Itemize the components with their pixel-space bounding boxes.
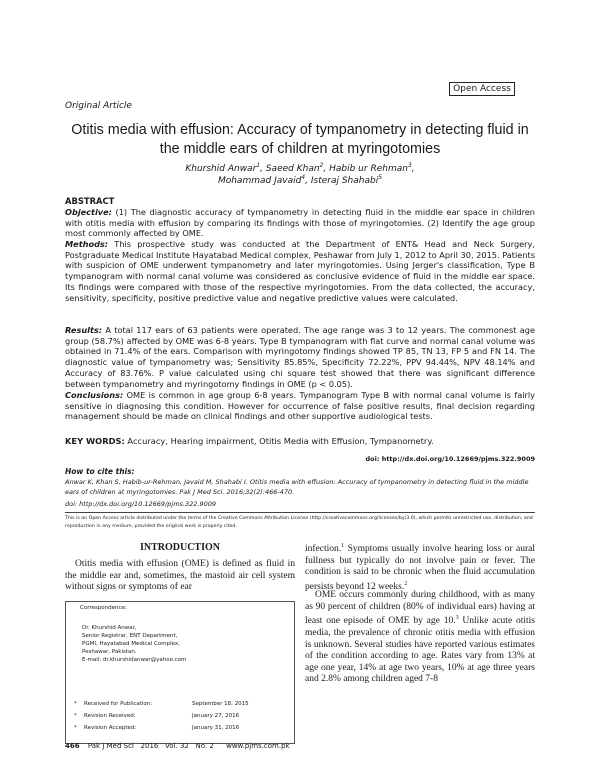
author-separator: , — [323, 164, 330, 174]
correspondence-line: Senior Registrar, ENT Department, — [82, 633, 178, 639]
bullet-mark: * — [74, 713, 77, 719]
introduction-heading: INTRODUCTION — [139, 542, 220, 553]
journal-info: Pak J Med Sci 2016 Vol. 32 No. 2 — [87, 742, 214, 750]
license-notice: This is an Open Access article distributed under the terms of the Creative Commons Attribution License (http://creativecommons.org/licenses/by/3.0), which permits unrestricted use, distribution, and reproduction in any medium, provided the original work is properly cited. — [65, 516, 533, 529]
objective-text: (1) The diagnostic accuracy of tympanometry in detecting fluid in the middle ear space in children with otitis media with effusion by comparing its findings with those of myringotomies. (2) Identify the age group most commonly affected by OME. — [65, 207, 535, 239]
correspondence-email: E-mail: dr.khurshidanwar@yahoo.com — [82, 657, 187, 663]
author-name: Habib ur Rehman — [329, 164, 408, 174]
date-value: January 31, 2016 — [192, 725, 240, 731]
page-footer — [65, 742, 290, 750]
abstract-methods — [65, 239, 535, 303]
author-affiliation-number: 3 — [407, 162, 412, 169]
author-name: Saeed Khan — [265, 164, 320, 174]
article-type-label: Original Article — [65, 101, 132, 111]
citation-doi-link[interactable]: doi: http://dx.doi.org/10.12669/pjms.322.9009 — [65, 500, 216, 508]
abstract-results — [65, 325, 535, 389]
introduction-paragraph-left: Otitis media with effusion (OME) is defined as fluid in the middle ear and, sometimes, the mastoid air cell system without signs or symptoms of ear — [65, 559, 295, 593]
author-affiliation-number: 1 — [256, 162, 261, 169]
doi-link[interactable]: doi: http://dx.doi.org/10.12669/pjms.322.9009 — [365, 455, 535, 463]
reference-number: 3 — [455, 615, 459, 622]
keywords — [65, 436, 434, 446]
author-affiliation-number: 4 — [301, 174, 306, 181]
correspondence-line: Dr. Khurshid Anwar, — [82, 625, 137, 631]
conclusions-label: Conclusions: — [65, 390, 124, 400]
open-access-badge: Open Access — [449, 82, 515, 96]
date-value: January 27, 2016 — [192, 713, 240, 719]
submission-dates — [74, 698, 286, 734]
date-row-received — [74, 698, 286, 710]
paper-title: Otitis media with effusion: Accuracy of tympanometry in detecting fluid in the middle ears of children at myringotomies — [71, 122, 529, 157]
results-text: A total 117 ears of 63 patients were operated. The age range was 3 to 12 years. The commonest age group (58.7%) affected by OME was 6-8 years. Type B tympanogram with flat curve and normal canal volume was obtained in 71.4% of the ears. Comparison with myringotomy findings showed TP 85, TN 13, FP 5 and FN 14. The diagnostic value of tympanometry was; Sensitivity 85.85%, Specificity 72.22%, PPV 94.44%, NPV 48.14% and Accuracy of 83.76%. P value calculated using chi square test showed that there was significant difference between tympanometry and myringotomy findings in OME (p < 0.05). — [65, 325, 536, 389]
conclusions-text: OME is common in age group 6-8 years. Tympanogram Type B with normal canal volume is fairly sensitive in diagnosing this condition. However for occurrence of false positive results, final decision regarding management should be made on clinical findings and other supportive audiological tests. — [65, 390, 535, 422]
methods-label: Methods: — [65, 239, 109, 249]
author-name: Isteraj Shahabi — [310, 176, 379, 186]
abstract-conclusions — [65, 390, 535, 422]
author-separator: , — [411, 164, 415, 174]
reference-number: 2 — [404, 580, 408, 587]
intro-text: OME occurs commonly during childhood, with as many as 90 percent of children (80% of individual ears) having at least one episode of OME by age 10. — [305, 590, 535, 627]
intro-text: Unlike acute otitis media, the prevalence of chronic otitis media with effusion is unknown. Several studies have reported various estimates of the condition according to age. Rates vary from 13% at age one year, 14% at age two years, 10% at age three years and 2.8% among children aged 7-8 — [305, 616, 536, 685]
intro-text: Symptoms usually involve hearing loss or aural fullness but typically do not involve pain or fever. The condition is said to be chronic when the fluid accumulation persists beyond 12 weeks. — [305, 544, 535, 593]
correspondence-line: PGMI, Hayatabad Medical Complex, — [82, 641, 180, 647]
reference-number: 1 — [341, 543, 345, 549]
author-affiliation-number: 5 — [378, 174, 383, 181]
correspondence-address — [82, 624, 282, 664]
objective-label: Objective: — [65, 207, 112, 217]
introduction-paragraph-right-1 — [305, 541, 535, 594]
author-list — [65, 163, 535, 187]
methods-text: This prospective study was conducted at the Department of ENT& Head and Neck Surgery, Postgraduate Medical Institute Hayatabad Medical complex, Peshawar from July 1, 2012 to April 30, 2015. Patients with suspicion of OME underwent tympanometry and later myringotomies. Using Jerger's classification, Type B tympanogram with normal canal volume was considered as conclusive evidence of fluid in the middle ear space. Its findings were compared with those of the respective myringotomies. From the data collected, the accuracy, sensitivity, specificity, positive predictive value and negative predictive values were calculated. — [65, 239, 535, 303]
page-number: 466 — [65, 742, 80, 750]
introduction-paragraph-right-2 — [305, 590, 535, 686]
author-separator: , — [260, 164, 266, 174]
bullet-mark: * — [74, 725, 77, 731]
author-line-2 — [65, 175, 535, 187]
author-line-1 — [65, 163, 535, 175]
results-label: Results: — [65, 325, 103, 335]
journal-url[interactable]: www.pjms.com.pk — [226, 742, 290, 750]
date-label: Revision Received: — [84, 713, 136, 719]
correspondence-line: Peshawar, Pakistan. — [82, 649, 137, 655]
author-separator: , — [305, 176, 311, 186]
bullet-mark: * — [74, 701, 77, 707]
intro-text: infection. — [305, 544, 342, 555]
author-name: Khurshid Anwar — [185, 164, 257, 174]
date-row-revision-accepted — [74, 722, 286, 734]
section-divider — [65, 512, 535, 513]
abstract-objective — [65, 207, 535, 239]
author-affiliation-number: 2 — [319, 162, 324, 169]
correspondence-heading: Correspondence: — [80, 605, 127, 611]
date-value: September 18, 2015 — [192, 701, 249, 707]
author-name: Mohammad Javaid — [217, 176, 302, 186]
keywords-text: Accuracy, Hearing impairment, Otitis Media with Effusion, Tympanometry. — [127, 436, 434, 446]
abstract-heading: ABSTRACT — [65, 196, 115, 206]
date-label: Revision Accepted: — [84, 725, 137, 731]
citation-text: Anwar K, Khan S, Habib-ur-Rehman, Javaid M, Shahabi I. Otitis media with effusion: Accuracy of tympanometry in detecting fluid in the middle ears of children at myringotomies. Pak J Med Sci. 2016;32(2):466-470. — [65, 478, 529, 496]
date-label: Received for Publication: — [84, 701, 153, 707]
date-row-revision-received — [74, 710, 286, 722]
keywords-label: KEY WORDS: — [65, 436, 125, 446]
citation-heading: How to cite this: — [65, 467, 135, 476]
